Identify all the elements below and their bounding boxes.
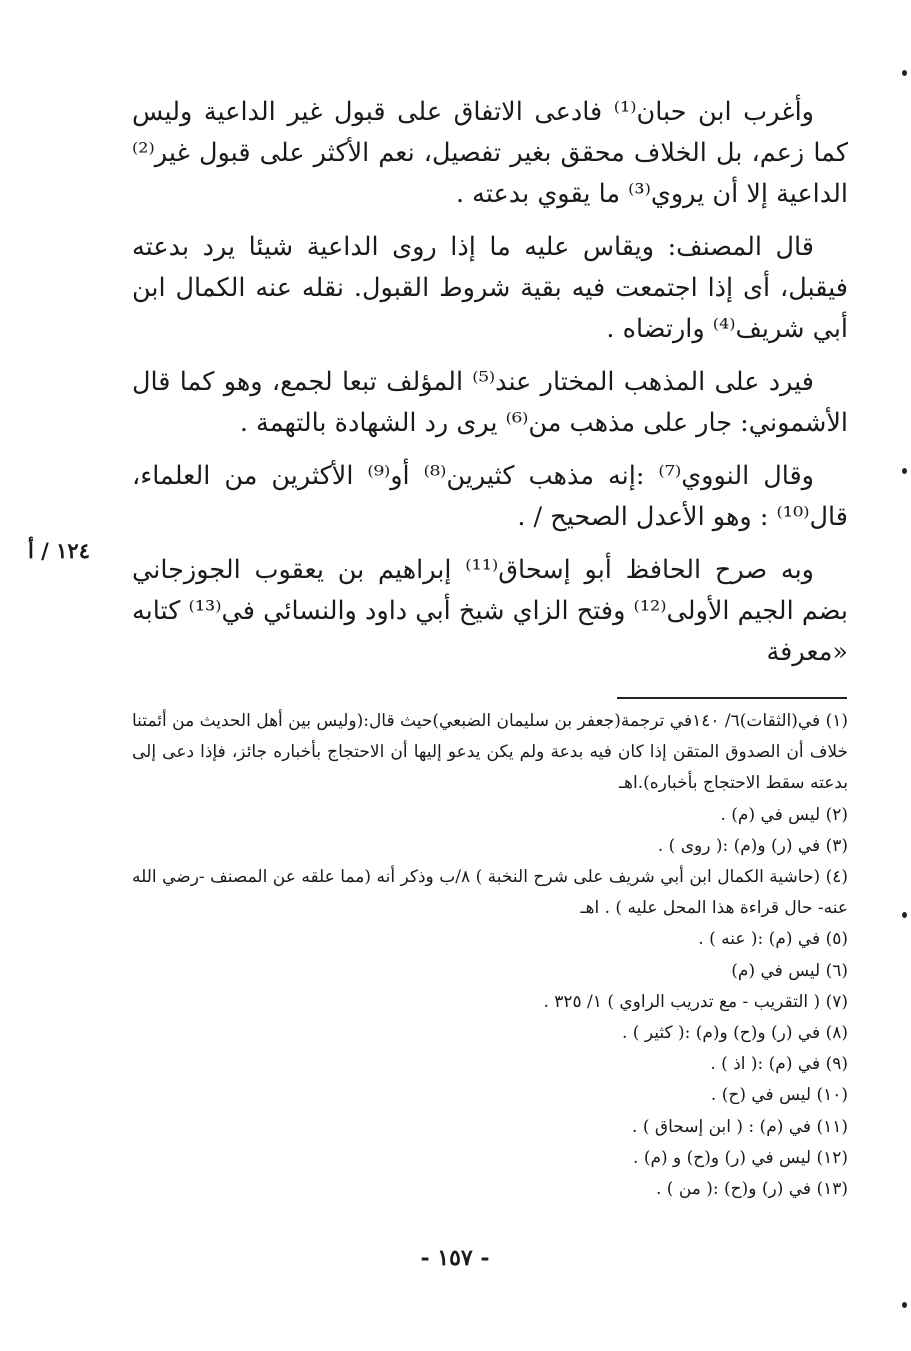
footnote-4: (٤) (حاشية الكمال ابن أبي شريف على شرح النخبة ) ٨/ب وذكر أنه (مما علقه عن المصنف -رضي الله عنه- حال قراءة هذا المحل عليه ) . اهـ bbox=[132, 867, 848, 919]
scan-speck bbox=[902, 912, 907, 918]
footnote-10: (١٠) ليس في (ح) . bbox=[710, 1085, 848, 1106]
footnote-8: (٨) في (ر) و(ح) و(م) :( كثير ) . bbox=[622, 1023, 848, 1044]
footnote-13: (١٣) في (ر) و(ح) :( من ) . bbox=[655, 1179, 848, 1200]
page-number: - ١٥٧ - bbox=[420, 1245, 490, 1271]
footnotes bbox=[132, 706, 848, 1205]
footnote-6: (٦) ليس في (م) bbox=[731, 960, 848, 981]
scan-speck bbox=[902, 1302, 907, 1308]
main-text bbox=[132, 92, 848, 685]
footnote-5: (٥) في (م) :( عنه ) . bbox=[698, 929, 848, 950]
footnote-7: (٧) ( التقريب - مع تدريب الراوي ) ١/ ٣٢٥ . bbox=[543, 991, 848, 1012]
footnote-12: (١٢) ليس في (ر) و(ح) و (م) . bbox=[633, 1147, 848, 1168]
scan-speck bbox=[902, 468, 907, 474]
footnote-11: (١١) في (م) : ( ابن إسحاق ) . bbox=[632, 1116, 848, 1137]
paragraph-2: قال المصنف: ويقاس عليه ما إذا روى الداعية شيئا يرد بدعته فيقبل، أى إذا اجتمعت فيه بقية شروط القبول. نقله عنه الكمال ابن أبي شريف⁽⁴⁾ وارتضاه . bbox=[132, 232, 848, 344]
paragraph-1: وأغرب ابن حبان⁽¹⁾ فادعى الاتفاق على قبول غير الداعية وليس كما زعم، بل الخلاف محقق بغير تفصيل، نعم الأكثر على قبول غير⁽²⁾ الداعية إلا أن يروي⁽³⁾ ما يقوي بدعته . bbox=[132, 97, 848, 209]
footnote-9: (٩) في (م) :( اذ ) . bbox=[710, 1054, 848, 1075]
scan-speck bbox=[902, 70, 907, 76]
footnote-separator bbox=[617, 697, 847, 699]
footnote-2: (٢) ليس في (م) . bbox=[720, 804, 848, 825]
paragraph-5: وبه صرح الحافظ أبو إسحاق⁽¹¹⁾ إبراهيم بن يعقوب الجوزجاني بضم الجيم الأولى⁽¹²⁾ وفتح الزاي شيخ أبي داود والنسائي في⁽¹³⁾ كتابه «معرفة bbox=[132, 555, 849, 667]
manuscript-folio-marker: ١٢٤ / أ bbox=[28, 538, 90, 563]
footnote-1: (١) في(الثقات)٦/ ١٤٠في ترجمة(جعفر بن سليمان الضبعي)حيث قال:(وليس بين أهل الحديث من أئمتنا خلاف أن الصدوق المتقن إذا كان فيه بدعة ولم يكن يدعو إليها أن الاحتجاج بأخباره جائز، فإذا دعى إلى بدعته سقط الاحتجاج بأخباره).اهـ bbox=[132, 711, 848, 794]
paragraph-4: وقال النووي⁽⁷⁾ :إنه مذهب كثيرين⁽⁸⁾ أو⁽⁹⁾ الأكثرين من العلماء، قال⁽¹⁰⁾ : وهو الأعدل الصحيح / . bbox=[132, 461, 848, 532]
paragraph-3: فيرد على المذهب المختار عند⁽⁵⁾ المؤلف تبعا لجمع، وهو كما قال الأشموني: جار على مذهب من⁽⁶⁾ يرى رد الشهادة بالتهمة . bbox=[132, 367, 848, 438]
footnote-3: (٣) في (ر) و(م) :( روى ) . bbox=[657, 835, 848, 856]
